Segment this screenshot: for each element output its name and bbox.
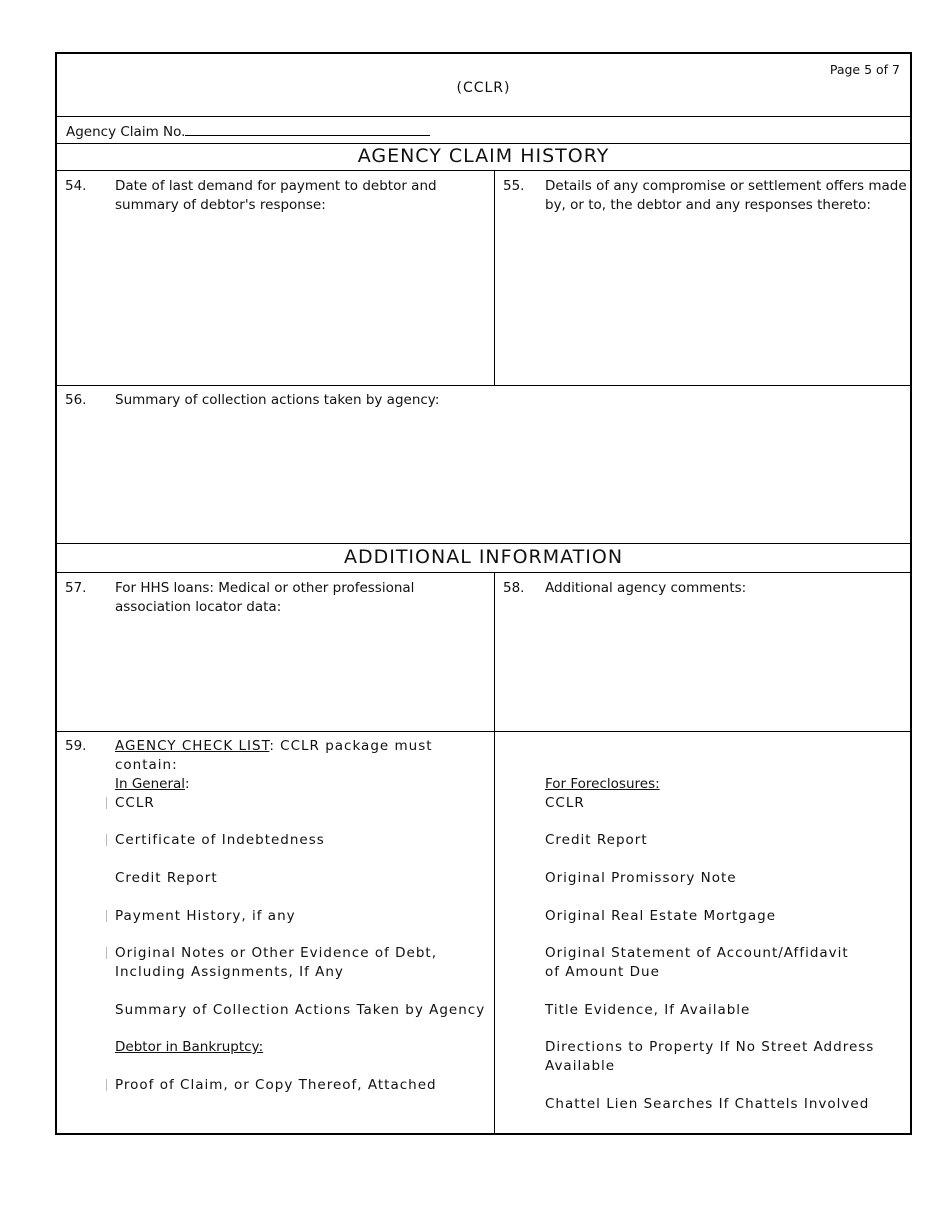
checklist-heading-rest: : CCLR package must contain:: [115, 738, 433, 773]
divider: [57, 143, 910, 144]
checklist-item-summary-collection[interactable]: Summary of Collection Actions Taken by Agency: [115, 1002, 486, 1018]
checklist-item-original-notes[interactable]: Original Notes or Other Evidence of Debt, Including Assignments, If Any: [115, 944, 437, 982]
agency-claim-no-field[interactable]: [185, 123, 430, 136]
foreclosure-item-credit-report[interactable]: Credit Report: [545, 832, 648, 848]
item-number: 58.: [503, 580, 525, 596]
item-text: Date of last demand for payment to debtor and: [115, 178, 437, 194]
foreclosure-item-title-evidence[interactable]: Title Evidence, If Available: [545, 1002, 751, 1018]
item-number: 54.: [65, 178, 87, 194]
item-text: Additional agency comments:: [545, 580, 747, 596]
foreclosure-item-cclr[interactable]: CCLR: [545, 795, 585, 811]
general-heading: In General:: [115, 776, 190, 792]
column-divider: [494, 572, 495, 1135]
checklist-item-payment-history[interactable]: Payment History, if any: [115, 907, 296, 926]
checklist-item-certificate[interactable]: Certificate of Indebtedness: [115, 831, 325, 850]
section-title-additional-info: ADDITIONAL INFORMATION: [343, 546, 624, 568]
foreclosure-item-statement[interactable]: Original Statement of Account/Affidavit of Amount Due: [545, 945, 849, 980]
foreclosure-item-directions[interactable]: Directions to Property If No Street Address Available: [545, 1039, 875, 1074]
item-number: 59.: [65, 738, 87, 754]
column-divider: [494, 170, 495, 385]
item-text: summary of debtor's response:: [115, 197, 326, 213]
checkbox-mark: [106, 834, 107, 846]
divider: [57, 385, 910, 386]
item-56-response-area[interactable]: [65, 419, 895, 539]
checkbox-mark: [106, 797, 107, 809]
item-text: by, or to, the debtor and any responses thereto:: [545, 197, 871, 213]
checkbox-mark: [106, 947, 107, 959]
checkbox-mark: [106, 1079, 107, 1091]
item-57-response-area[interactable]: [65, 626, 485, 726]
divider: [57, 572, 910, 573]
item-text: For HHS loans: Medical or other professional: [115, 580, 415, 596]
checkbox-mark: [106, 910, 107, 922]
section-title-claim-history: AGENCY CLAIM HISTORY: [357, 145, 610, 167]
item-54-response-area[interactable]: [65, 224, 485, 379]
item-text: association locator data:: [115, 599, 282, 615]
checklist-heading: AGENCY CHECK LIST: [115, 738, 270, 754]
checklist-item-credit-report[interactable]: Credit Report: [115, 870, 218, 886]
bankruptcy-heading: Debtor in Bankruptcy:: [115, 1039, 264, 1055]
agency-claim-no: [66, 123, 430, 140]
checklist-item-cclr[interactable]: CCLR: [115, 794, 155, 813]
foreclosure-heading: For Foreclosures:: [545, 776, 660, 792]
foreclosure-item-mortgage[interactable]: Original Real Estate Mortgage: [545, 908, 776, 924]
cclr-form-page: [55, 52, 912, 1135]
item-55-response-area[interactable]: [503, 224, 903, 379]
divider: [57, 170, 910, 171]
item-text: Details of any compromise or settlement offers made: [545, 178, 907, 194]
item-58-response-area[interactable]: [503, 606, 903, 726]
page-number: Page 5 of 7: [829, 62, 900, 77]
divider: [57, 731, 910, 732]
divider: [57, 116, 910, 117]
item-number: 56.: [65, 392, 87, 408]
item-number: 55.: [503, 178, 525, 194]
item-text: Summary of collection actions taken by agency:: [115, 392, 440, 408]
item-number: 57.: [65, 580, 87, 596]
divider: [57, 543, 910, 544]
agency-claim-no-label: Agency Claim No.: [66, 124, 186, 140]
form-code: (CCLR): [456, 80, 511, 96]
foreclosure-item-promissory-note[interactable]: Original Promissory Note: [545, 870, 737, 886]
foreclosure-item-chattel[interactable]: Chattel Lien Searches If Chattels Involved: [545, 1096, 870, 1112]
checklist-item-proof-of-claim[interactable]: Proof of Claim, or Copy Thereof, Attached: [115, 1076, 437, 1095]
